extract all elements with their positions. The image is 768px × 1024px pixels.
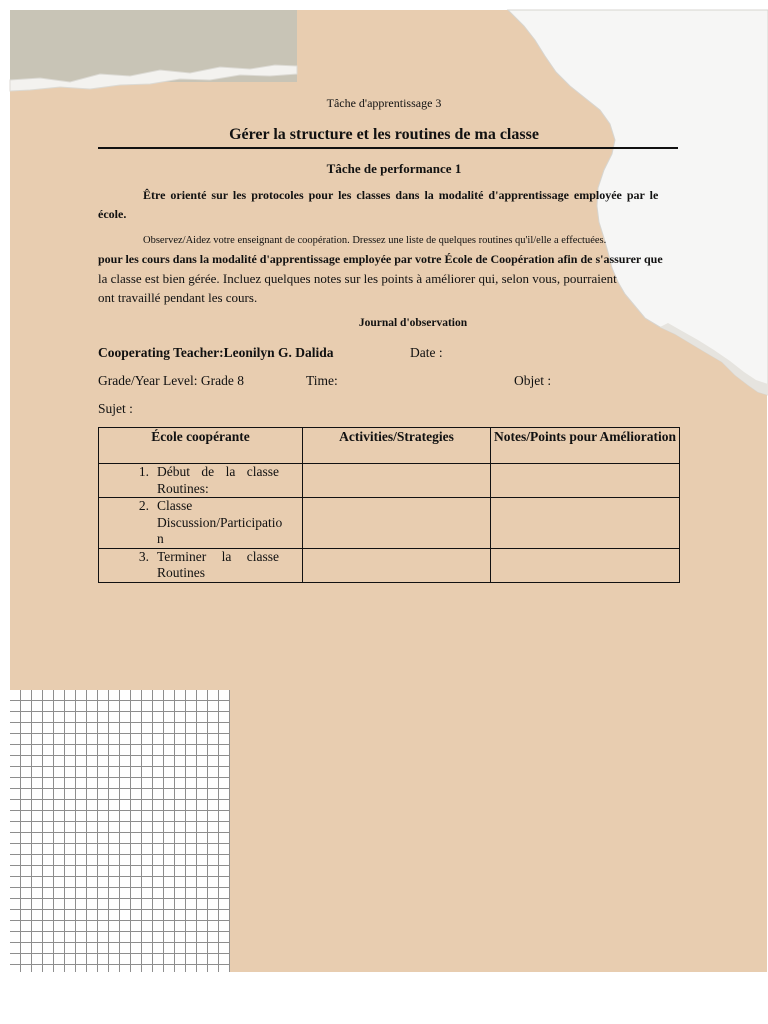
notes-cell[interactable]: [491, 498, 680, 549]
torn-paper-top-edge: [10, 65, 297, 91]
activities-cell[interactable]: [303, 498, 491, 549]
row-number: 3.: [138, 548, 149, 564]
cooperating-teacher-field: Cooperating Teacher:Leonilyn G. Dalida: [98, 345, 334, 360]
grid-paper-decoration: [10, 690, 230, 972]
date-field: Date :: [410, 345, 443, 360]
header-improvement-notes: Notes/Points pour Amélioration: [491, 428, 680, 464]
row-number: 1.: [138, 464, 149, 479]
notes-cell[interactable]: [491, 464, 680, 498]
header-cooperating-school: École coopérante: [99, 428, 303, 464]
table-row: [99, 548, 680, 582]
performance-task-heading: Tâche de performance 1: [326, 161, 462, 176]
routine-cell: [99, 464, 303, 498]
table-header-row: [99, 428, 680, 464]
instructions-line-4: ont travaillé pendant les cours.: [98, 290, 258, 305]
routine-cell: [99, 548, 303, 582]
objet-field: Objet :: [514, 373, 552, 388]
title-rule: [98, 147, 678, 149]
time-field: Time:: [306, 373, 338, 388]
table-row: [99, 464, 680, 498]
routine-label-line: n: [157, 531, 164, 546]
header-activities-strategies: Activities/Strategies: [303, 428, 491, 464]
sujet-field: Sujet :: [98, 401, 133, 416]
instructions-line-1: Observez/Aidez votre enseignant de coopération. Dressez une liste de quelques routines qu'il/elle a effectuées.: [143, 235, 607, 246]
table-row: [99, 498, 680, 549]
grade-level-field: Grade/Year Level: Grade 8: [98, 373, 244, 388]
document-subtitle: Tâche d'apprentissage 3: [326, 96, 442, 110]
routine-label-line: Discussion/Participatio: [157, 514, 283, 530]
routine-label-line: Classe: [157, 498, 193, 513]
observation-table: [98, 427, 680, 583]
notes-cell[interactable]: [491, 548, 680, 582]
instructions-line-2: pour les cours dans la modalité d'apprentissage employée par votre École de Coopération afin de s'assurer que: [98, 252, 663, 266]
routine-cell: [99, 498, 303, 549]
routine-label-line: Début de la classe: [157, 464, 279, 479]
row-number: 2.: [138, 498, 149, 513]
intro-text-line-2: école.: [98, 207, 127, 221]
activities-cell[interactable]: [303, 464, 491, 498]
activities-cell[interactable]: [303, 548, 491, 582]
document-title: Gérer la structure et les routines de ma classe: [229, 126, 539, 143]
intro-text-line-1: Être orienté sur les protocoles pour les classes dans la modalité d'apprentissage employée par le: [143, 188, 659, 202]
routine-label-line: Routines: [157, 565, 206, 580]
instructions-line-3: la classe est bien gérée. Incluez quelques notes sur les points à améliorer qui, selon vous, pourraient: [98, 271, 617, 286]
journal-heading: Journal d'observation: [358, 317, 468, 329]
routine-label-line: Routines:: [157, 480, 209, 496]
routine-label-line: Terminer la classe: [157, 548, 279, 564]
